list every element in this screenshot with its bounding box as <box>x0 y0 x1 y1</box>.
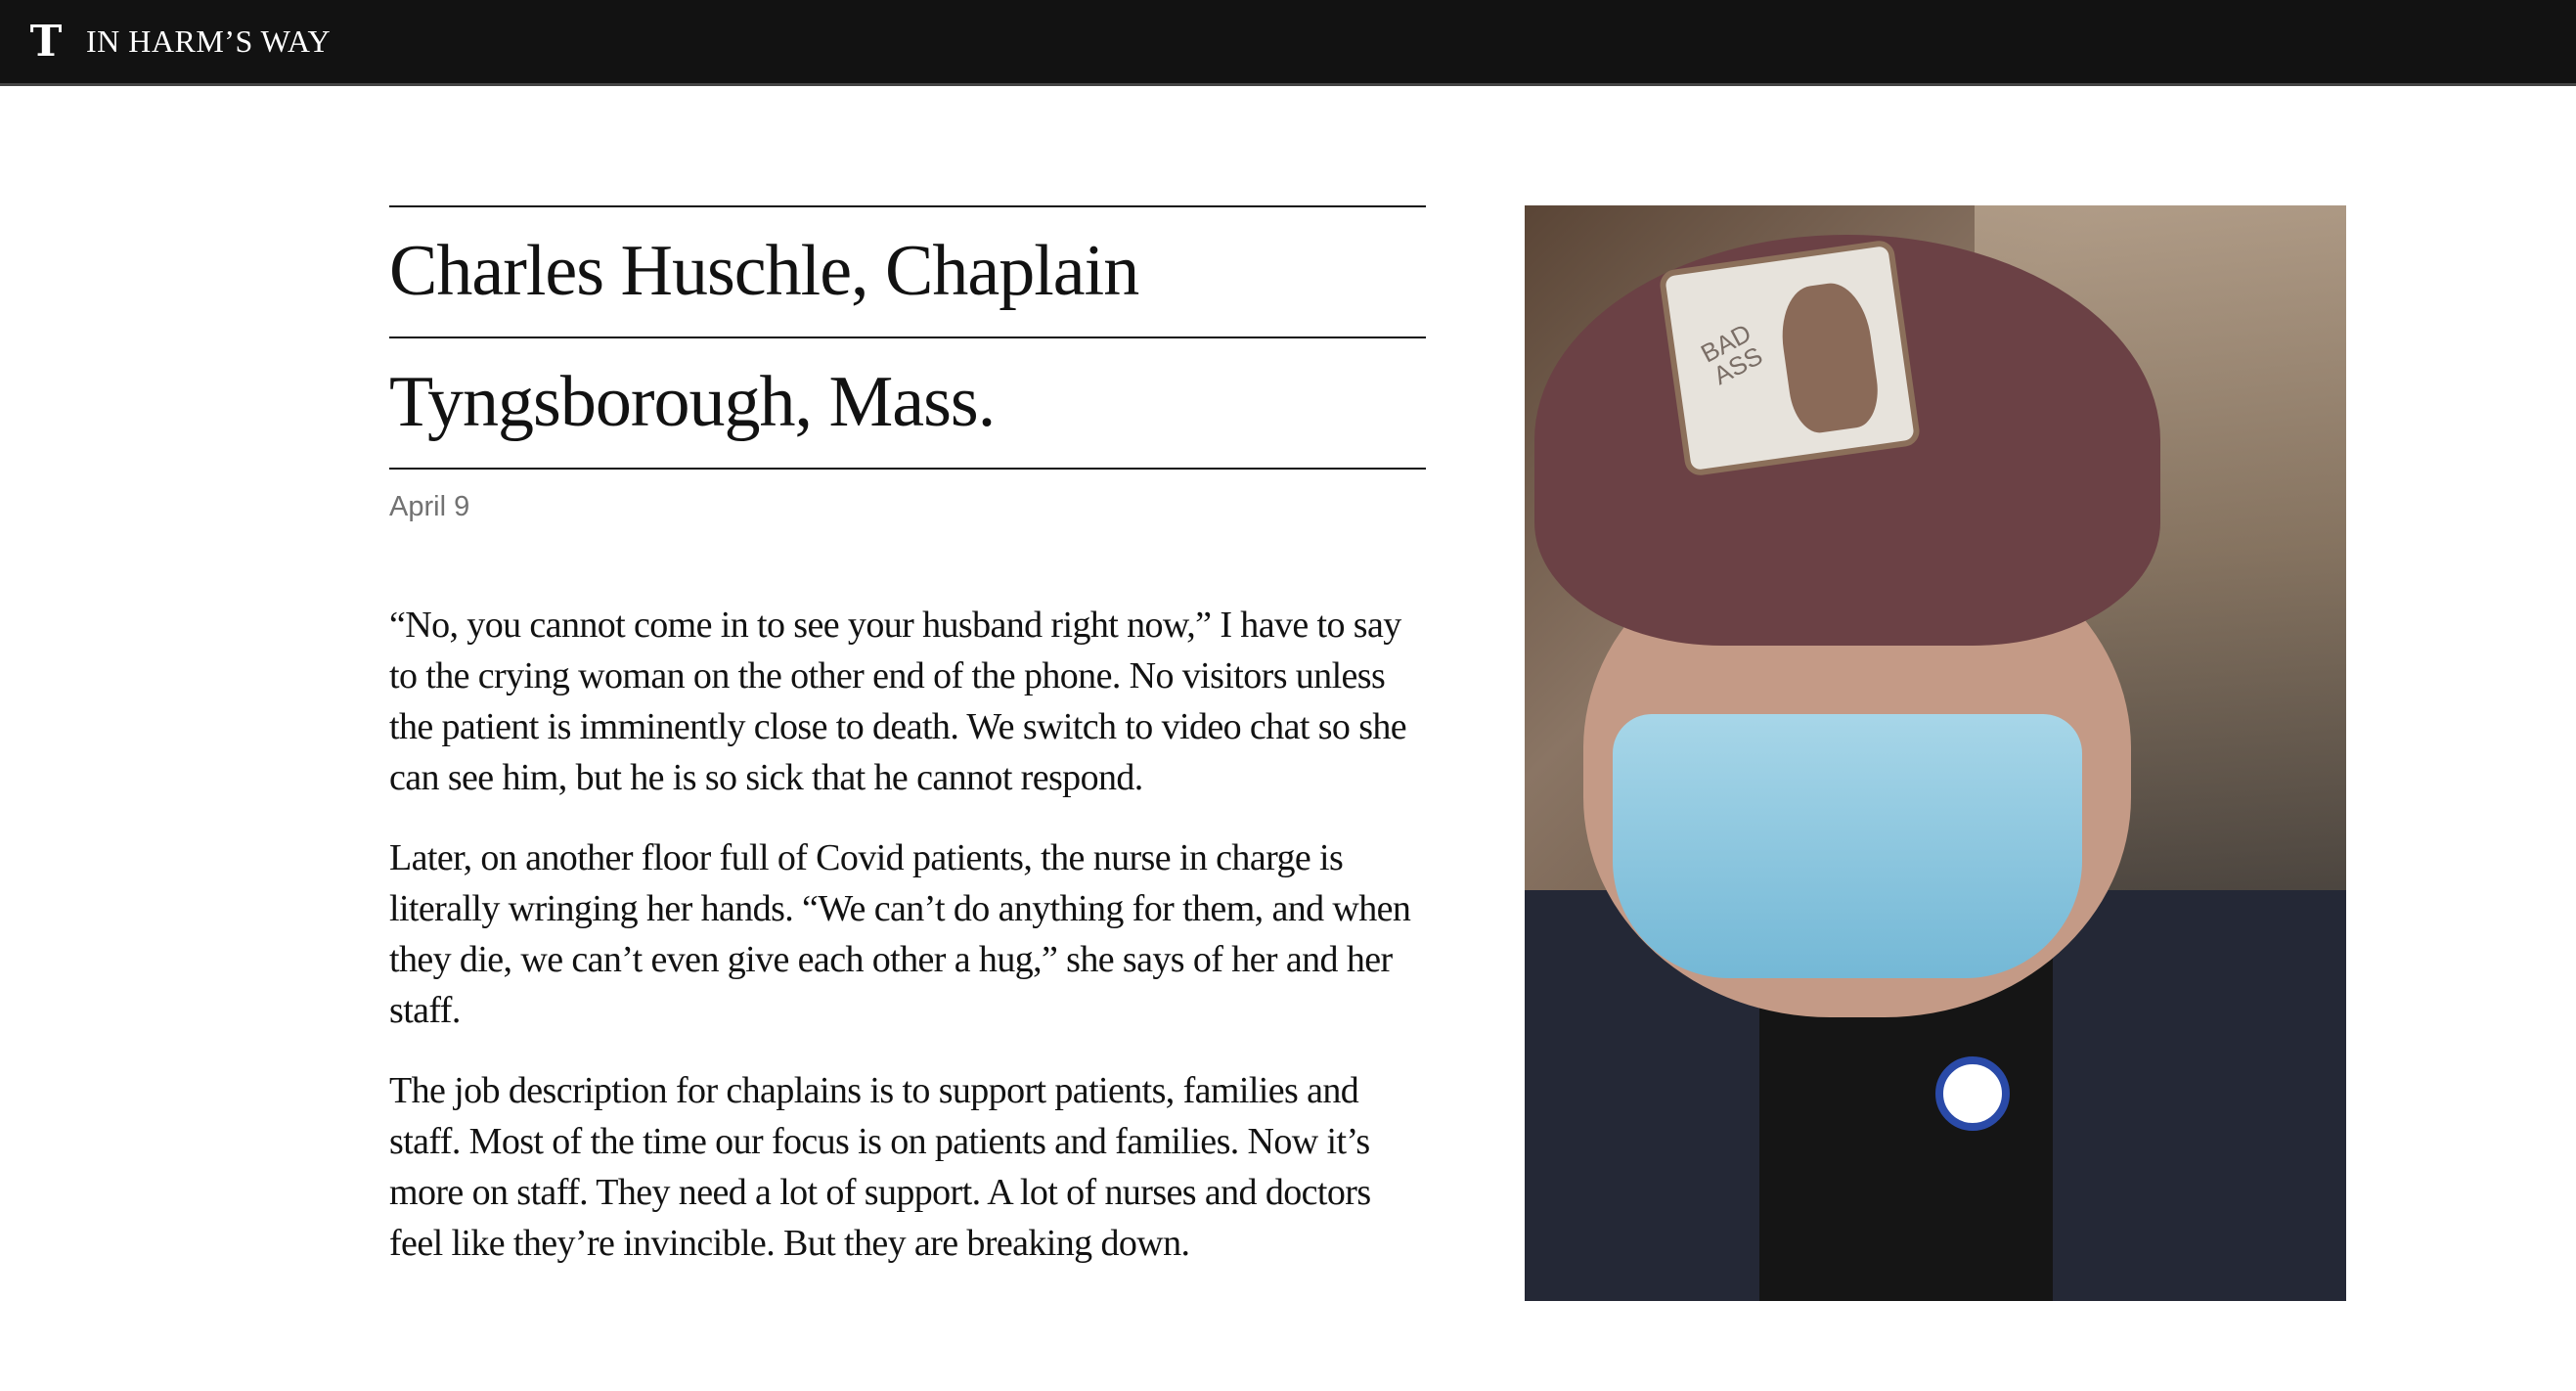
cap-patch <box>1658 239 1921 477</box>
paragraph: Later, on another floor full of Covid patients, the nurse in charge is literally wringing her hands. “We can’t do anything for them, and when they die, we can’t even give each other a hug,” she says of her and her staff. <box>389 837 1411 1031</box>
donkey-icon <box>1775 279 1883 436</box>
paragraph: The job description for chaplains is to support patients, families and staff. Most of the time our focus is on patients and families. Now it’s more on staff. They need a lot of support. A lot of nurses and doctors feel like they’re invincible. But they are breaking down. <box>389 1070 1371 1264</box>
nyt-logo-icon[interactable]: T <box>29 16 63 67</box>
top-bar <box>0 0 2576 86</box>
section-title[interactable]: IN HARM’S WAY <box>86 23 332 59</box>
paragraph: “No, you cannot come in to see your husband right now,” I have to say to the crying woman on the other end of the phone. No visitors unless the patient is imminently close to death. We switch to video chat so she can see him, but he is so sick that he cannot respond. <box>389 605 1407 798</box>
article-column <box>389 205 1426 1298</box>
divider <box>389 468 1426 470</box>
portrait-photo <box>1525 205 2346 1301</box>
article-body <box>389 600 1426 1269</box>
publish-date: April 9 <box>389 491 470 522</box>
person-name-title: Charles Huschle, Chaplain <box>389 231 1139 311</box>
cap-patch-text: BAD ASS <box>1696 317 1768 391</box>
location-title: Tyngsborough, Mass. <box>389 362 996 442</box>
id-badge-icon <box>1935 1056 2010 1131</box>
